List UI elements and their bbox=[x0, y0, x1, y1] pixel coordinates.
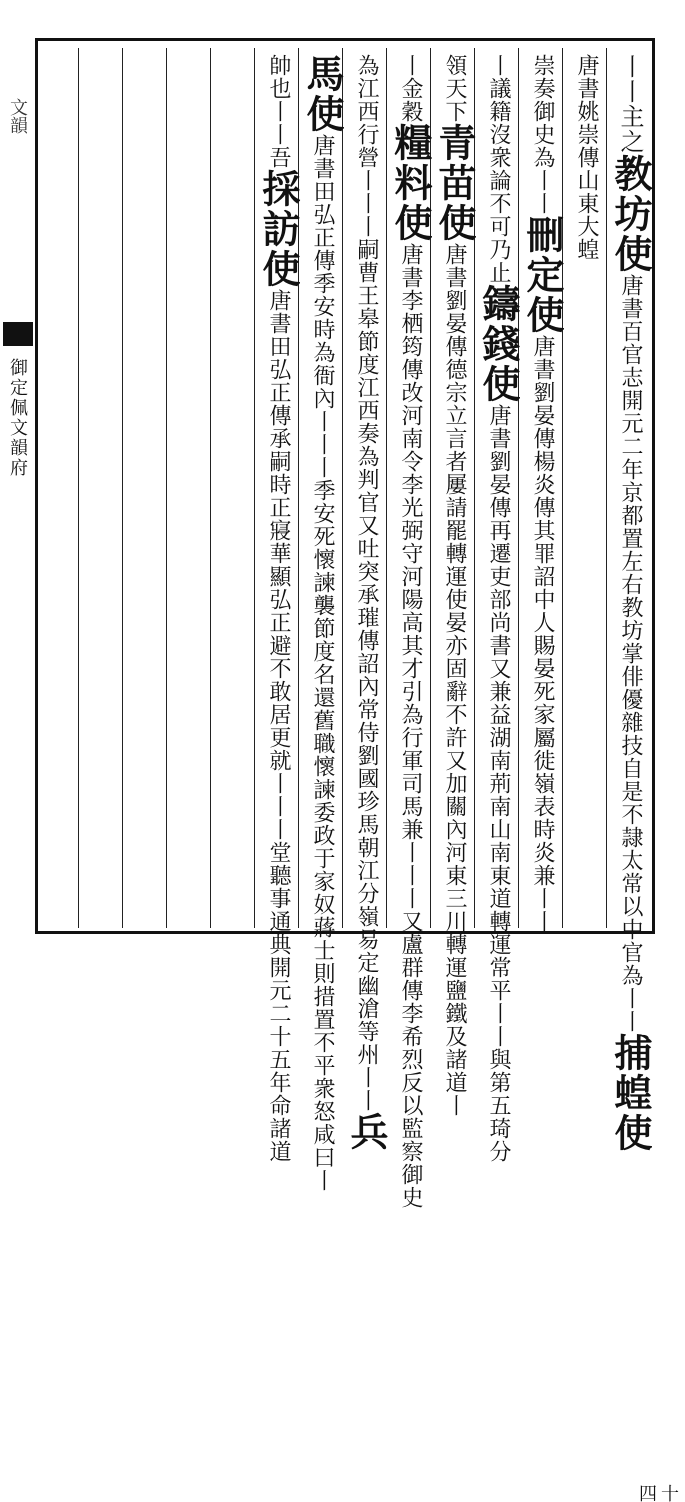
left-margin-strip bbox=[0, 40, 35, 932]
text-column-9 bbox=[256, 54, 301, 1163]
margin-top-text: 文韻 bbox=[7, 98, 28, 134]
column-divider bbox=[166, 48, 167, 928]
entry-heading: 採訪使 bbox=[256, 169, 301, 289]
column-divider bbox=[210, 48, 211, 928]
text-column-2 bbox=[564, 54, 608, 926]
entry-heading: 鑄錢使 bbox=[476, 284, 521, 404]
text-column-8 bbox=[300, 54, 345, 1192]
column-text: 丨金穀 bbox=[398, 54, 423, 123]
entry-body: 唐書劉晏傳再遷吏部尚書又兼益湖南荊南山南東道轉運常平丨丨與第五琦分 bbox=[486, 404, 511, 1163]
entry-heading: 捕蝗使 bbox=[608, 1033, 653, 1153]
entry-body: 唐書劉晏傳楊炎傳其罪詔中人賜晏死家屬徙嶺表時炎兼丨丨 bbox=[530, 335, 555, 933]
entry-heading: 糧料使 bbox=[388, 123, 433, 243]
column-text: 丨議籍沒衆論不可乃止 bbox=[486, 54, 511, 284]
column-divider bbox=[122, 48, 123, 928]
bottom-border bbox=[35, 931, 655, 934]
entry-heading: 馬使 bbox=[300, 54, 345, 134]
column-text: 領天下 bbox=[442, 54, 467, 123]
entry-heading: 兵 bbox=[344, 1112, 389, 1152]
column-text: 為江西行營丨丨丨嗣曹王皋節度江西奏為判官又吐突承璀傳詔內常侍劉國珍馬朝江分嶺易定幽滄等州丨丨 bbox=[354, 54, 379, 1112]
text-column-6 bbox=[388, 54, 433, 1209]
entry-body: 唐書田弘正傳承嗣時正寢華顯弘正避不敢居更就丨丨丨堂聽事通典開元二十五年命諸道 bbox=[266, 289, 291, 1163]
text-column-7 bbox=[344, 54, 389, 1152]
entry-heading: 刪定使 bbox=[520, 215, 565, 335]
text-column-5 bbox=[432, 54, 477, 1117]
left-border bbox=[35, 38, 38, 934]
entry-body: 唐書田弘正傳季安時為衙內丨丨丨季安死懷諫襲節度名還舊職懷諫委政于家奴蔣士則措置不平衆怒咸曰丨 bbox=[310, 134, 335, 1192]
text-column-1 bbox=[608, 54, 653, 1153]
entry-heading: 青苗使 bbox=[432, 123, 477, 243]
entry-body: 唐書百官志開元二年京都置左右教坊掌俳優雜技自是不隷太常以中官為丨丨 bbox=[618, 274, 643, 1033]
column-text: 崇奏御史為丨丨 bbox=[530, 54, 555, 215]
column-divider bbox=[254, 48, 255, 928]
margin-fish-tail-mark bbox=[3, 322, 33, 346]
column-divider bbox=[78, 48, 79, 928]
text-column-4 bbox=[476, 54, 521, 1163]
text-column-3 bbox=[520, 54, 565, 933]
entry-body: 唐書李栖筠傳改河南令李光弼守河陽高其才引為行軍司馬兼丨丨丨又盧群傳李希烈反以監察御史 bbox=[398, 243, 423, 1209]
column-text: 唐書姚崇傳山東大蝗 bbox=[574, 54, 599, 261]
margin-book-title: 御定佩文韻府 bbox=[7, 358, 28, 478]
column-text: 帥也丨丨吾 bbox=[266, 54, 291, 169]
entry-body: 唐書劉晏傳德宗立言者屢請罷轉運使晏亦固辭不許又加關內河東三川轉運鹽鐵及諸道丨 bbox=[442, 243, 467, 1117]
column-text: 丨丨主之 bbox=[616, 54, 644, 154]
page-number-box bbox=[636, 742, 685, 1502]
page-number: 十四 bbox=[636, 1484, 679, 1502]
top-border bbox=[35, 38, 655, 41]
entry-heading: 教坊使 bbox=[608, 154, 653, 274]
